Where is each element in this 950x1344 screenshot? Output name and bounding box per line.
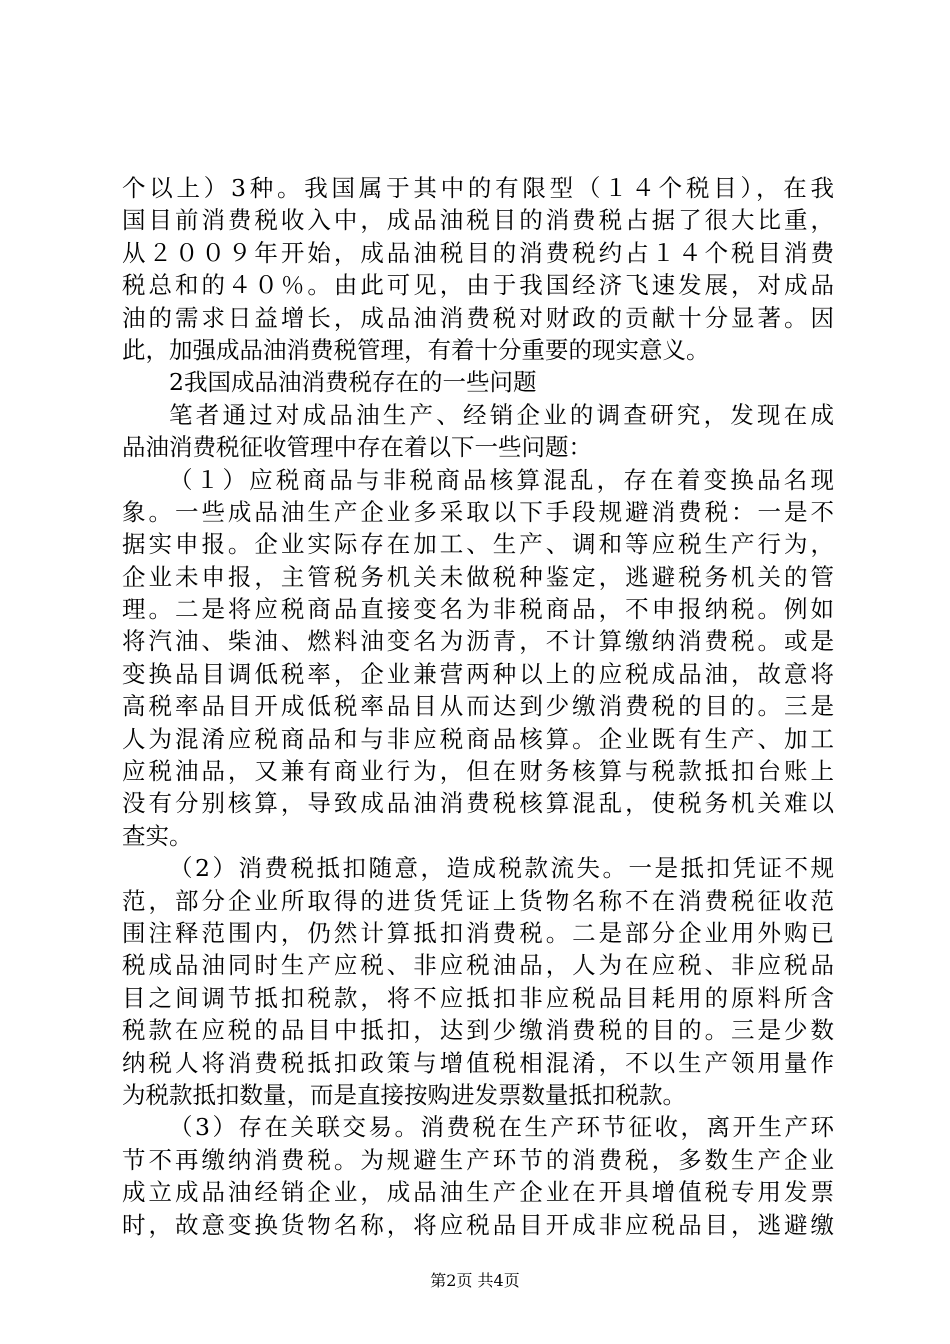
- text-line: 成立成品油经销企业，成品油生产企业在开具增值税专用发票: [122, 1178, 834, 1207]
- text-line: 个以上）3种。我国属于其中的有限型（１４个税目），在我: [122, 174, 834, 202]
- text-line: 查实。: [122, 821, 193, 850]
- text-line: 变换品目调低税率，企业兼营两种以上的应税成品油，故意将: [122, 659, 834, 688]
- text-line: 纳税人将消费税抵扣政策与增值税相混淆，不以生产领用量作: [122, 1048, 834, 1077]
- text-line: （2）消费税抵扣随意，造成税款流失。一是抵扣凭证不规: [169, 854, 834, 883]
- text-line: （１）应税商品与非税商品核算混乱，存在着变换品名现: [169, 465, 834, 494]
- text-line: 理。二是将应税商品直接变名为非税商品，不申报纳税。例如: [122, 595, 834, 624]
- text-line: 国目前消费税收入中，成品油税目的消费税占据了很大比重，: [122, 206, 834, 235]
- text-line: 税总和的４０％。由此可见，由于我国经济飞速发展，对成品: [122, 271, 834, 300]
- body-text: [122, 172, 834, 1241]
- text-line: 节不再缴纳消费税。为规避生产环节的消费税，多数生产企业: [122, 1145, 834, 1174]
- text-line: 税款在应税的品目中抵扣，达到少缴消费税的目的。三是少数: [122, 1016, 834, 1045]
- text-line: 没有分别核算，导致成品油消费税核算混乱，使税务机关难以: [122, 789, 834, 818]
- text-line: 据实申报。企业实际存在加工、生产、调和等应税生产行为，: [122, 530, 834, 559]
- text-line: 象。一些成品油生产企业多采取以下手段规避消费税：一是不: [122, 497, 834, 526]
- text-line: （3）存在关联交易。消费税在生产环节征收，离开生产环: [169, 1113, 834, 1142]
- text-line: 时，故意变换货物名称，将应税品目开成非应税品目，逃避缴: [122, 1210, 834, 1239]
- text-line: 从２００９年开始，成品油税目的消费税约占１４个税目消费: [122, 238, 834, 267]
- text-line: 范，部分企业所取得的进货凭证上货物名称不在消费税征收范: [122, 886, 834, 915]
- text-line: 高税率品目开成低税率品目从而达到少缴消费税的目的。三是: [122, 692, 834, 721]
- text-line: 企业未申报，主管税务机关未做税种鉴定，逃避税务机关的管: [122, 562, 834, 591]
- text-line: 税成品油同时生产应税、非应税油品，人为在应税、非应税品: [122, 951, 834, 980]
- text-line: 目之间调节抵扣税款，将不应抵扣非应税品目耗用的原料所含: [122, 983, 834, 1012]
- text-line: 围注释范围内，仍然计算抵扣消费税。二是部分企业用外购已: [122, 918, 834, 947]
- text-line: 品油消费税征收管理中存在着以下一些问题：: [122, 433, 592, 462]
- text-line: 2我国成品油消费税存在的一些问题: [169, 368, 537, 397]
- text-line: 人为混淆应税商品和与非应税商品核算。企业既有生产、加工: [122, 724, 834, 753]
- text-line: 将汽油、柴油、燃料油变名为沥青，不计算缴纳消费税。或是: [122, 627, 834, 656]
- text-line: 油的需求日益增长，成品油消费税对财政的贡献十分显著。因: [122, 303, 834, 332]
- page-footer: 第2页 共4页: [430, 1271, 520, 1290]
- text-line: 笔者通过对成品油生产、经销企业的调查研究，发现在成: [169, 400, 834, 429]
- text-line: 为税款抵扣数量，而是直接按购进发票数量抵扣税款。: [122, 1080, 686, 1109]
- text-line: 应税油品，又兼有商业行为，但在财务核算与税款抵扣台账上: [122, 757, 834, 786]
- text-line: 此，加强成品油消费税管理，有着十分重要的现实意义。: [122, 335, 710, 364]
